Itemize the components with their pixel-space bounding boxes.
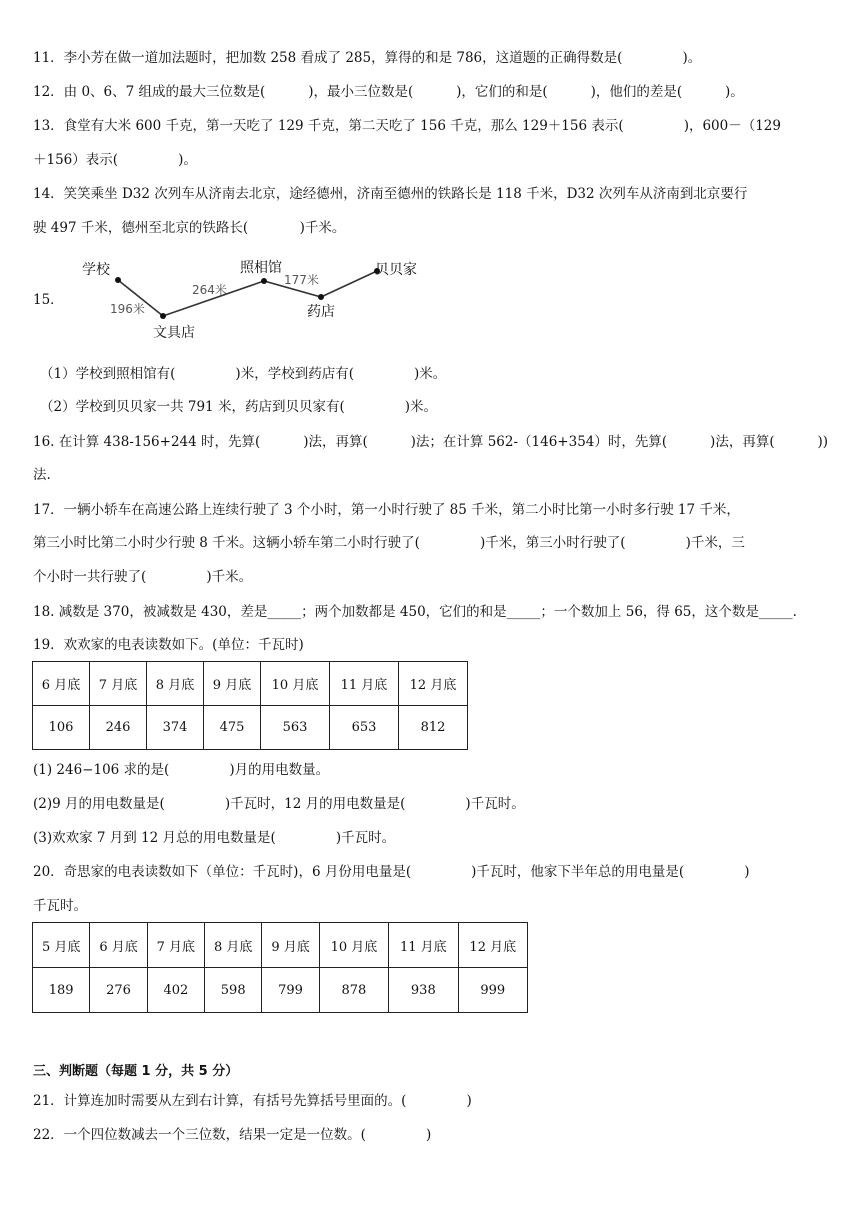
table-cell: 598: [205, 968, 262, 1013]
question-21: 21．计算连加时需要从左到右计算，有括号先算括号里面的。( ): [33, 1093, 472, 1109]
question-19-part1: (1) 246−106 求的是( )月的用电数量。: [33, 762, 330, 778]
question-13-line2: ＋156）表示( )。: [33, 152, 197, 168]
table-cell: 475: [204, 706, 261, 750]
question-11: 11．李小芳在做一道加法题时，把加数 258 看成了 285，算得的和是 786，这道题的正确得数是( )。: [33, 50, 702, 66]
question-20-line1: 20．奇思家的电表读数如下（单位：千瓦时)，6 月份用电量是( )千瓦时，他家下半年总的用电量是( ): [33, 864, 750, 880]
question-16-line2: 法.: [33, 467, 51, 483]
table-cell: 374: [147, 706, 204, 750]
distance-177: 177米: [284, 273, 319, 287]
table-header-cell: 8 月底: [205, 923, 262, 968]
question-20-line2: 千瓦时。: [33, 898, 87, 914]
question-14-line1: 14．笑笑乘坐 D32 次列车从济南去北京，途经德州，济南至德州的铁路长是 118 千米，D32 次列车从济南到北京要行: [33, 186, 748, 202]
table-header-cell: 9 月底: [204, 662, 261, 706]
table-row: [33, 968, 528, 1013]
table-header-cell: 5 月底: [33, 923, 90, 968]
section-heading-judgement: 三、判断题（每题 1 分，共 5 分）: [33, 1064, 239, 1079]
table-header-cell: 9 月底: [262, 923, 319, 968]
table-cell: 189: [33, 968, 90, 1013]
question-17-line3: 个小时一共行驶了( )千米。: [33, 569, 253, 585]
label-stationery: 文具店: [153, 325, 195, 341]
meter-table-19: [32, 661, 468, 750]
question-19-part3: (3)欢欢家 7 月到 12 月总的用电数量是( )千瓦时。: [33, 830, 396, 846]
table-header-cell: 12 月底: [398, 662, 467, 706]
distance-264: 264米: [192, 283, 227, 297]
distance-196: 196米: [110, 302, 145, 316]
table-cell: 276: [90, 968, 147, 1013]
route-line: [118, 271, 377, 316]
label-photo-studio: 照相馆: [240, 260, 282, 276]
table-cell: 402: [147, 968, 204, 1013]
table-header-row: [33, 662, 468, 706]
table-header-cell: 7 月底: [147, 923, 204, 968]
table-header-cell: 11 月底: [389, 923, 458, 968]
table-cell: 246: [90, 706, 147, 750]
question-19-part2: (2)9 月的用电数量是( )千瓦时，12 月的用电数量是( )千瓦时。: [33, 796, 525, 812]
table-cell: 653: [329, 706, 398, 750]
table-header-cell: 11 月底: [329, 662, 398, 706]
table-header-row: [33, 923, 528, 968]
question-16-line1: 16. 在计算 438-156+244 时，先算( )法，再算( )法；在计算 562-（146+354）时，先算( )法，再算( )): [33, 434, 829, 450]
question-22: 22．一个四位数减去一个三位数，结果一定是一位数。( ): [33, 1127, 432, 1143]
label-beibei-home: 贝贝家: [375, 262, 417, 278]
meter-table-20: [32, 922, 528, 1013]
question-18: 18. 减数是 370，被减数是 430，差是_____；两个加数都是 450，它们的和是_____；一个数加上 56，得 65，这个数是_____.: [33, 604, 797, 620]
table-cell: 878: [319, 968, 388, 1013]
label-pharmacy: 药店: [307, 304, 335, 320]
table-header-cell: 10 月底: [261, 662, 330, 706]
table-cell: 999: [458, 968, 527, 1013]
photo-studio-dot: [261, 278, 267, 284]
label-school: 学校: [82, 262, 110, 278]
question-15-number: 15．: [33, 292, 64, 308]
table-header-cell: 6 月底: [33, 662, 90, 706]
table-cell: 938: [389, 968, 458, 1013]
question-15-part2: （2）学校到贝贝家一共 791 米，药店到贝贝家有( )米。: [40, 399, 438, 415]
table-header-cell: 8 月底: [147, 662, 204, 706]
table-cell: 799: [262, 968, 319, 1013]
question-17-line2: 第三小时比第二小时少行驶 8 千米。这辆小轿车第二小时行驶了( )千米，第三小时行驶了( )千米，三: [33, 535, 745, 551]
table-cell: 563: [261, 706, 330, 750]
table-header-cell: 10 月底: [319, 923, 388, 968]
route-map: [75, 256, 435, 346]
table-header-cell: 6 月底: [90, 923, 147, 968]
table-cell: 812: [398, 706, 467, 750]
table-header-cell: 7 月底: [90, 662, 147, 706]
question-13-line1: 13．食堂有大米 600 千克，第一天吃了 129 千克，第二天吃了 156 千克，那么 129＋156 表示( )，600－（129: [33, 118, 781, 134]
table-row: [33, 706, 468, 750]
question-14-line2: 驶 497 千米，德州至北京的铁路长( )千米。: [33, 220, 346, 236]
question-17-line1: 17．一辆小轿车在高速公路上连续行驶了 3 个小时，第一小时行驶了 85 千米，第二小时比第一小时多行驶 17 千米，: [33, 502, 740, 518]
stationery-dot: [160, 313, 166, 319]
question-15-part1: （1）学校到照相馆有( )米，学校到药店有( )米。: [40, 366, 447, 382]
table-cell: 106: [33, 706, 90, 750]
question-19: 19．欢欢家的电表读数如下。(单位：千瓦时): [33, 637, 304, 653]
pharmacy-dot: [318, 294, 324, 300]
school-dot: [115, 277, 121, 283]
table-header-cell: 12 月底: [458, 923, 527, 968]
question-12: 12．由 0、6、7 组成的最大三位数是( )，最小三位数是( )，它们的和是( )，他们的差是( )。: [33, 84, 744, 100]
